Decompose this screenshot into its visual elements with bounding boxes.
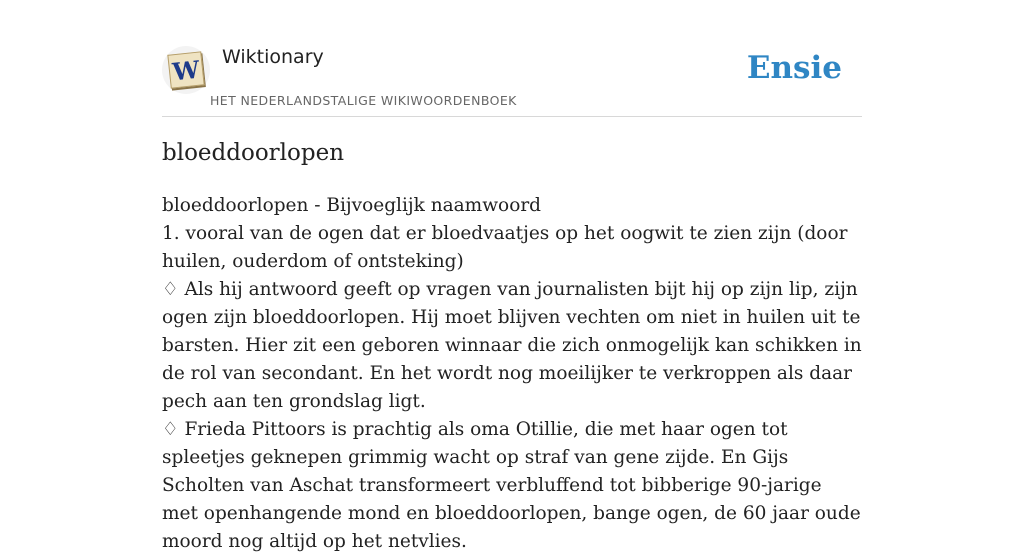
example-sentence: ♢ Als hij antwoord geeft op vragen van journalisten bijt hij op zijn lip, zijn ogen zijn bloeddoorlopen. Hij moet blijven vechten om niet in huilen uit te barsten. Hier zit een geboren winnaar die zich onmogelijk kan schikken in de rol van secondant. En het wordt nog moeilijker te verkroppen als daar pech aan ten grondslag ligt. — [162, 279, 862, 412]
entry-heading: bloeddoorlopen - Bijvoeglijk naamwoord — [162, 195, 542, 216]
site-name[interactable]: Wiktionary — [222, 46, 324, 68]
example-sentence: ♢ Frieda Pittoors is prachtig als oma Otillie, die met haar ogen tot spleetjes geknepen grimmig wacht op straf van gene zijde. En Gijs Scholten van Aschat transformeert verbluffend tot bibberige 90-jarige met openhangende mond en bloeddoorlopen, bange ogen, de 60 jaar oude moord nog altijd op het netvlies. — [162, 419, 861, 552]
entry-content — [162, 192, 862, 556]
wiktionary-tile-icon: W — [167, 51, 204, 88]
wiktionary-logo[interactable] — [162, 46, 210, 94]
entry-title: bloeddoorlopen — [162, 140, 345, 166]
site-subtitle: HET NEDERLANDSTALIGE WIKIWOORDENBOEK — [210, 93, 517, 108]
entry-definition: 1. vooral van de ogen dat er bloedvaatjes op het oogwit te zien zijn (door huilen, ouderdom of ontsteking) — [162, 223, 848, 272]
site-header — [162, 0, 862, 117]
ensie-logo[interactable]: Ensie — [746, 50, 842, 86]
